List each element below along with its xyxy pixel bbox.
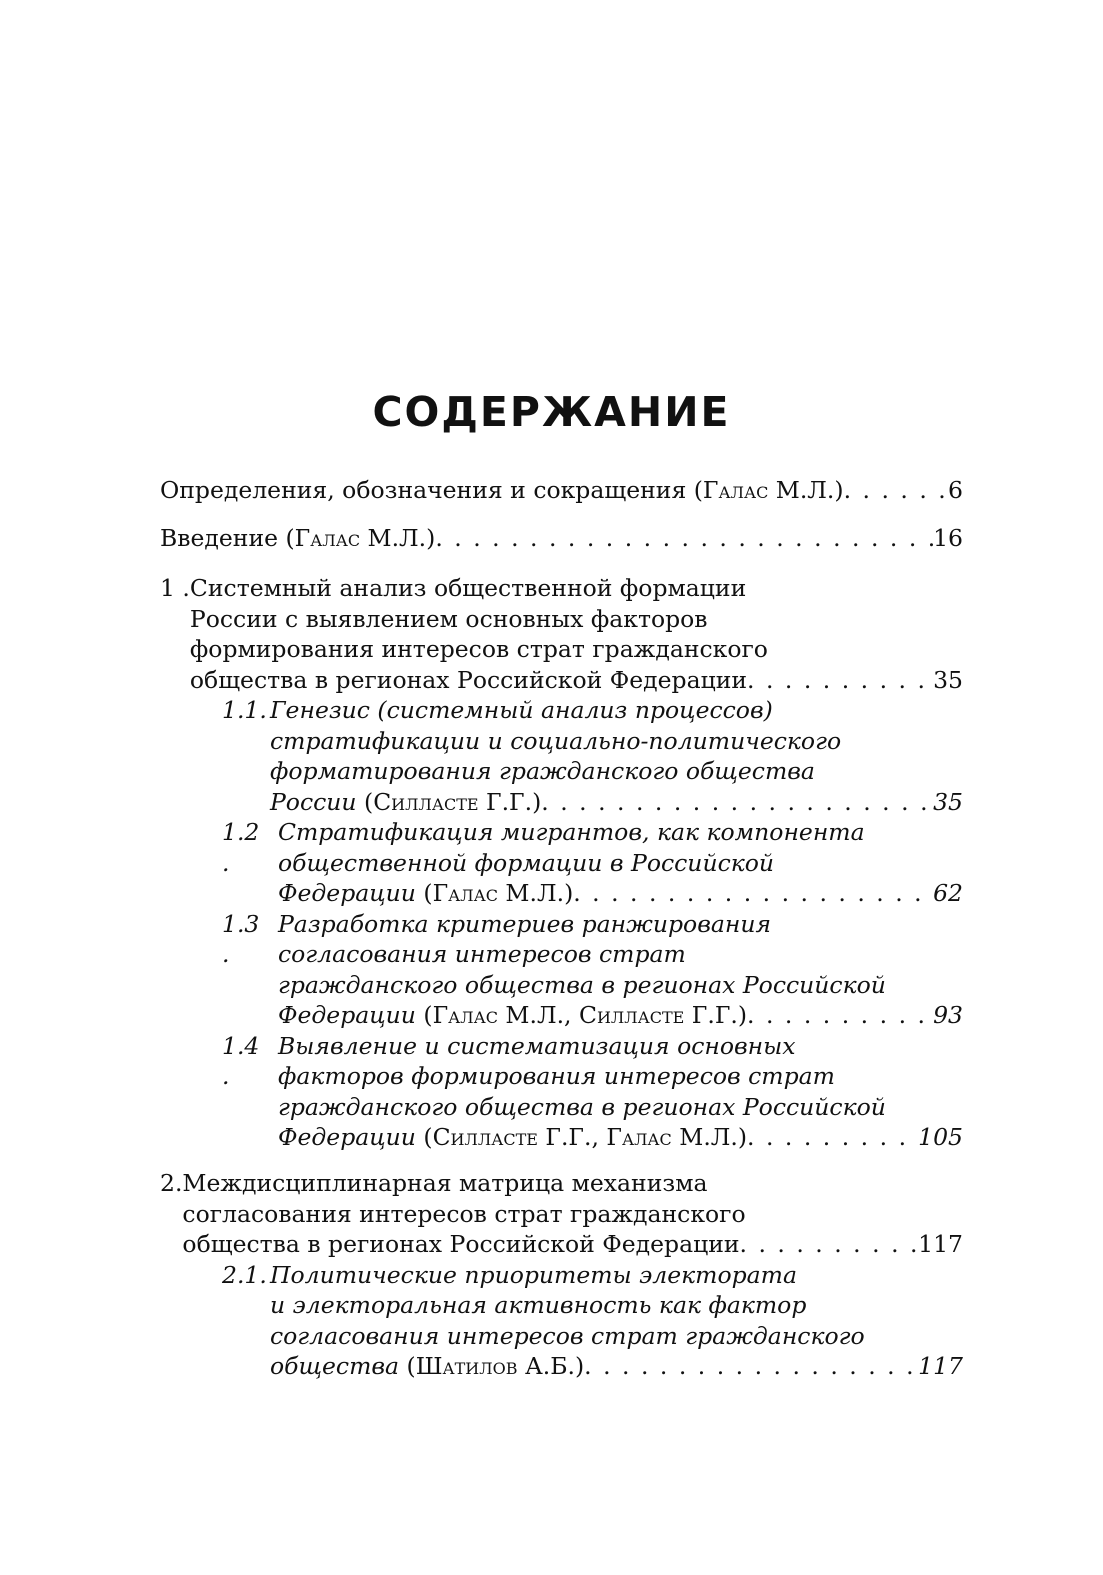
toc-section-2-1[interactable]: 2.1. Политические приоритеты электората и электоральная активность как фактор согласования интересов страт гражданского общества (Шатилов А.Б.) . . . 117: [222, 1260, 963, 1382]
toc-entry-introduction[interactable]: Введение (Галас М.Л.) . . . 16: [160, 523, 963, 554]
chapter-title-line: Междисциплинарная матрица механизма: [182, 1169, 708, 1197]
page-number: 117: [918, 1230, 963, 1258]
leader-dots: [747, 1000, 933, 1031]
entry-author: Галас М.Л.: [294, 524, 427, 552]
chapter-number: 2.: [160, 1169, 183, 1197]
page-number: 117: [918, 1352, 963, 1380]
toc-section-1-3[interactable]: 1.3 . Разработка критериев ранжирования согласования интересов страт гражданского общества в регионах Российской Федерации (Галас М.Л., Силласте Г.Г.) . . . 93: [222, 909, 963, 1031]
toc-section-1-4[interactable]: 1.4 . Выявление и систематизация основных факторов формирования интересов страт гражданского общества в регионах Российской Федерации (Силласте Г.Г., Галас М.Л.) . . . 105: [222, 1031, 963, 1153]
page-title: СОДЕРЖАНИЕ: [372, 388, 731, 436]
section-title-line: Стратификация мигрантов, как компонента: [278, 818, 865, 846]
section-title-line: гражданского общества в регионах Российской: [278, 1092, 886, 1121]
section-title-line: Федерации: [278, 1123, 416, 1151]
section-number: 1.2 .: [222, 818, 260, 877]
chapter-title-line: согласования интересов страт гражданского: [182, 1199, 746, 1228]
section-number: 1.4 .: [222, 1031, 260, 1090]
section-title-line: России: [270, 787, 357, 816]
leader-dots: [435, 523, 933, 554]
leader-dots: [541, 787, 933, 818]
section-title-line: гражданского общества в регионах Российской: [278, 970, 886, 999]
page-number: 16: [933, 524, 963, 552]
chapter-title-line: Системный анализ общественной формации: [189, 574, 747, 602]
leader-dots: [740, 1229, 919, 1260]
toc-entry-definitions[interactable]: Определения, обозначения и сокращения (Галас М.Л.) . . . 6: [160, 475, 963, 506]
leader-dots: [844, 475, 948, 506]
section-title-line: Генезис (системный анализ процессов): [270, 696, 773, 724]
section-author: Силласте Г.Г., Галас М.Л.: [432, 1123, 738, 1151]
chapter-title-line: России с выявлением основных факторов: [189, 604, 708, 633]
section-title-line: Федерации: [278, 1001, 416, 1029]
toc-section-1-2[interactable]: 1.2 . Стратификация мигрантов, как компонента общественной формации в Российской Федерации (Галас М.Л.) . . . 62: [222, 817, 963, 909]
section-title-line: стратификации и социально-политического: [270, 726, 842, 755]
chapter-heading[interactable]: [160, 1168, 963, 1260]
chapter-heading[interactable]: [160, 573, 963, 695]
page-number: 35: [933, 787, 963, 816]
leader-dots: [584, 1351, 918, 1382]
section-number: 2.1.: [222, 1260, 267, 1289]
entry-title: Определения, обозначения и сокращения: [160, 476, 687, 504]
section-author: Галас М.Л.: [432, 879, 565, 907]
section-title-line: согласования интересов страт гражданского: [270, 1321, 865, 1350]
section-title-line: общественной формации в Российской: [278, 848, 775, 877]
section-title-line: общества: [270, 1352, 400, 1380]
section-title-line: Федерации: [278, 879, 416, 907]
section-title-line: форматирования гражданского общества: [270, 757, 815, 785]
toc-section-1-1[interactable]: 1.1. Генезис (системный анализ процессов) стратификации и социально-политического форматирования гражданского общества России (Силласте Г.Г.) . . . 35: [222, 695, 963, 817]
page-number: 93: [933, 1001, 963, 1029]
section-author: Галас М.Л., Силласте Г.Г.: [432, 1001, 738, 1029]
page-number: 35: [933, 665, 963, 694]
section-author: Силласте Г.Г.: [373, 787, 533, 816]
leader-dots: [573, 878, 933, 909]
leader-dots: [747, 1122, 918, 1153]
chapter-title-line: общества в регионах Российской Федерации: [189, 665, 748, 694]
entry-author: Галас М.Л.: [702, 476, 835, 504]
section-title-line: факторов формирования интересов страт: [278, 1062, 835, 1090]
page-number: 6: [948, 476, 963, 504]
section-title-line: Политические приоритеты электората: [270, 1260, 797, 1289]
section-title-line: согласования интересов страт: [278, 940, 686, 968]
entry-title: Введение: [160, 524, 279, 552]
page-number: 62: [933, 879, 963, 907]
section-author: Шатилов А.Б.: [415, 1352, 575, 1380]
section-number: 1.1.: [222, 696, 267, 724]
section-title-line: Выявление и систематизация основных: [278, 1031, 796, 1060]
chapter-title-line: общества в регионах Российской Федерации: [182, 1230, 740, 1258]
toc-chapter-1: [160, 573, 963, 1153]
section-number: 1.3 .: [222, 909, 260, 968]
page-number: 105: [918, 1123, 963, 1151]
section-title-line: Разработка критериев ранжирования: [278, 909, 772, 938]
leader-dots: [747, 665, 933, 696]
chapter-title-line: формирования интересов страт гражданского: [189, 635, 768, 663]
chapter-number: 1 .: [160, 574, 190, 602]
section-title-line: и электоральная активность как фактор: [270, 1291, 807, 1319]
toc-chapter-2: [160, 1168, 963, 1382]
